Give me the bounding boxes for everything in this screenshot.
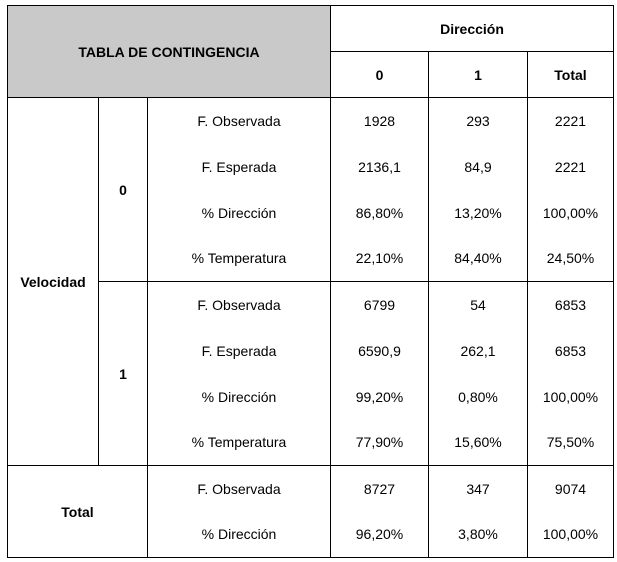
metric-label: % Dirección (148, 190, 331, 236)
contingency-table (7, 5, 614, 558)
table-cell: 100,00% (528, 374, 614, 420)
table-cell: 8727 (331, 466, 429, 512)
table-cell: 6799 (331, 282, 429, 328)
table-cell: 9074 (528, 466, 614, 512)
row-group-header: Velocidad (8, 98, 99, 466)
table-cell: 2136,1 (331, 144, 429, 190)
table-cell: 6590,9 (331, 328, 429, 374)
table-cell: 293 (429, 98, 528, 144)
group-label: 0 (99, 98, 148, 282)
table-cell: 13,20% (429, 190, 528, 236)
table-cell: 6853 (528, 328, 614, 374)
table-cell: 22,10% (331, 236, 429, 282)
table-cell: 84,9 (429, 144, 528, 190)
table-cell: 100,00% (528, 190, 614, 236)
column-header: 0 (331, 52, 429, 98)
table-cell: 100,00% (528, 512, 614, 558)
table-title: TABLA DE CONTINGENCIA (8, 6, 331, 98)
metric-label: F. Observada (148, 282, 331, 328)
table-cell: 262,1 (429, 328, 528, 374)
column-header: 1 (429, 52, 528, 98)
metric-label: % Temperatura (148, 236, 331, 282)
table-cell: 75,50% (528, 420, 614, 466)
metric-label: F. Esperada (148, 144, 331, 190)
table-cell: 6853 (528, 282, 614, 328)
table-cell: 99,20% (331, 374, 429, 420)
table-cell: 15,60% (429, 420, 528, 466)
total-label: Total (8, 466, 148, 558)
column-header: Total (528, 52, 614, 98)
table-cell: 0,80% (429, 374, 528, 420)
metric-label: F. Observada (148, 466, 331, 512)
table-cell: 1928 (331, 98, 429, 144)
table-cell: 96,20% (331, 512, 429, 558)
table-cell: 24,50% (528, 236, 614, 282)
table-cell: 77,90% (331, 420, 429, 466)
column-group-header: Dirección (331, 6, 614, 52)
table-cell: 2221 (528, 144, 614, 190)
table-cell: 3,80% (429, 512, 528, 558)
table-cell: 54 (429, 282, 528, 328)
group-label: 1 (99, 282, 148, 466)
table-cell: 2221 (528, 98, 614, 144)
metric-label: % Dirección (148, 374, 331, 420)
table-cell: 86,80% (331, 190, 429, 236)
contingency-table-container (7, 5, 614, 558)
table-cell: 84,40% (429, 236, 528, 282)
metric-label: F. Esperada (148, 328, 331, 374)
metric-label: F. Observada (148, 98, 331, 144)
metric-label: % Dirección (148, 512, 331, 558)
metric-label: % Temperatura (148, 420, 331, 466)
table-cell: 347 (429, 466, 528, 512)
